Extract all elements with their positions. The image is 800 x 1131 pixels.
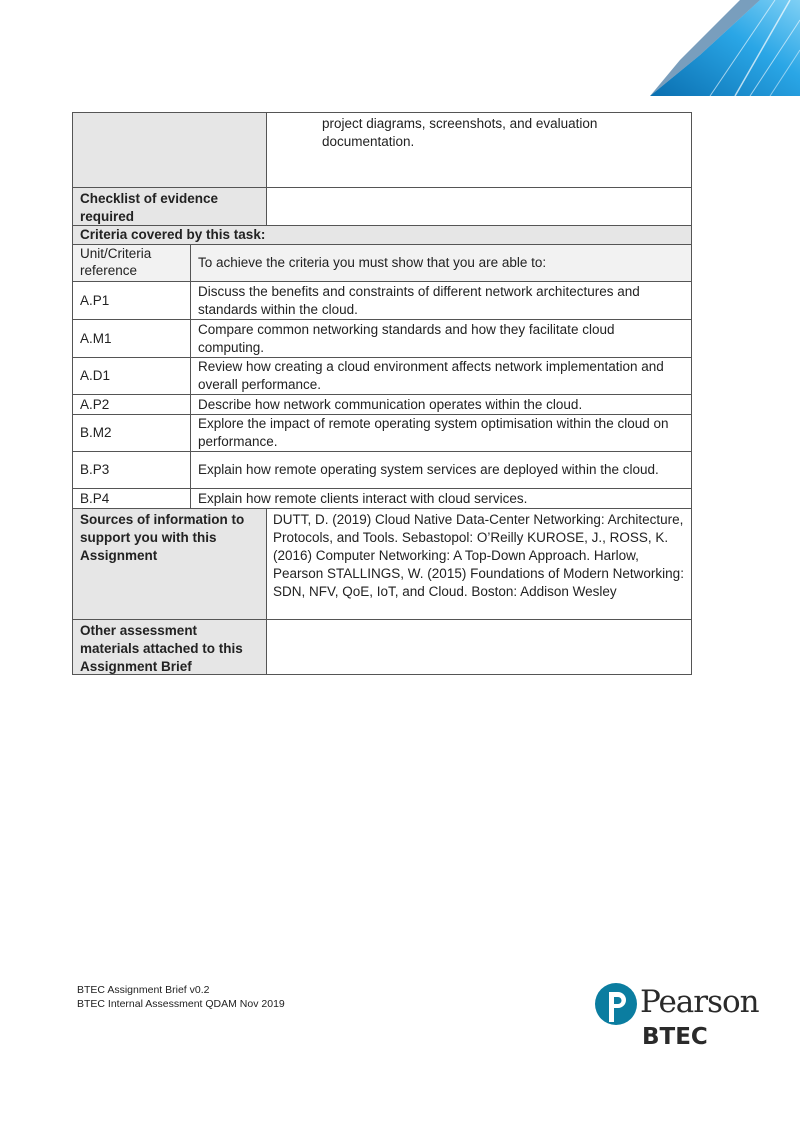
criteria-ref-header: Unit/Criteria reference	[73, 245, 191, 281]
criteria-text: Discuss the benefits and constraints of different network architectures and standards within the cloud.	[198, 283, 640, 317]
criteria-heading: Criteria covered by this task:	[73, 226, 691, 245]
criteria-ref: B.M2	[73, 415, 191, 451]
other-materials-row	[73, 620, 691, 675]
checklist-row	[73, 188, 691, 226]
criteria-text: Explain how remote clients interact with cloud services.	[198, 490, 528, 506]
sources-label: Sources of information to support you with this Assignment	[73, 509, 267, 619]
criteria-row	[73, 358, 691, 395]
criteria-text: Compare common networking standards and how they facilitate cloud computing.	[198, 321, 615, 355]
checklist-value	[267, 188, 691, 225]
evidence-continuation-text: project diagrams, screenshots, and evaluation documentation.	[322, 116, 598, 149]
criteria-text: Describe how network communication operates within the cloud.	[198, 396, 583, 412]
evidence-continuation-row	[73, 113, 691, 188]
criteria-ref: B.P4	[73, 489, 191, 508]
criteria-text: Explore the impact of remote operating system optimisation within the cloud on performance.	[198, 416, 669, 449]
criteria-text: Explain how remote operating system services are deployed within the cloud.	[198, 462, 659, 477]
criteria-row	[73, 395, 691, 415]
sources-row	[73, 509, 691, 620]
criteria-header-row	[73, 245, 691, 282]
corner-graphic	[640, 0, 800, 96]
evidence-continuation-label	[73, 113, 267, 187]
checklist-label: Checklist of evidence required	[73, 188, 267, 225]
criteria-ref: B.P3	[73, 452, 191, 488]
pearson-btec-logo	[594, 980, 759, 1060]
sources-value: DUTT, D. (2019) Cloud Native Data-Center Networking: Architecture, Protocols, and Tools. Sebastopol: O’Reilly KUROSE, J., ROSS, K. (2016) Computer Networking: A Top-Down Approach. Harlow, Pearson STALLINGS, W. (2015) Foundations of Modern Networking: SDN, NFV, QoE, IoT, and Cloud. Boston: Addison Wesley	[273, 512, 684, 599]
assignment-table	[72, 112, 692, 675]
footer-line-2: BTEC Internal Assessment QDAM Nov 2019	[77, 998, 285, 1010]
footer	[77, 983, 285, 1011]
criteria-row	[73, 415, 691, 452]
criteria-ref: A.D1	[73, 358, 191, 394]
criteria-ref: A.M1	[73, 320, 191, 357]
btec-wordmark: BTEC	[642, 1024, 708, 1050]
other-materials-label: Other assessment materials attached to this Assignment Brief	[73, 620, 267, 674]
criteria-desc-header: To achieve the criteria you must show that you are able to:	[191, 245, 691, 281]
criteria-row	[73, 489, 691, 509]
footer-line-1: BTEC Assignment Brief v0.2	[77, 984, 210, 996]
criteria-text: Review how creating a cloud environment affects network implementation and overall performance.	[198, 359, 664, 392]
other-materials-value	[267, 620, 691, 674]
criteria-row	[73, 452, 691, 489]
criteria-row	[73, 282, 691, 320]
pearson-wordmark: Pearson	[640, 984, 759, 1020]
pearson-p-icon	[594, 980, 638, 1036]
criteria-ref: A.P1	[73, 282, 191, 319]
criteria-ref: A.P2	[73, 395, 191, 414]
criteria-row	[73, 320, 691, 358]
